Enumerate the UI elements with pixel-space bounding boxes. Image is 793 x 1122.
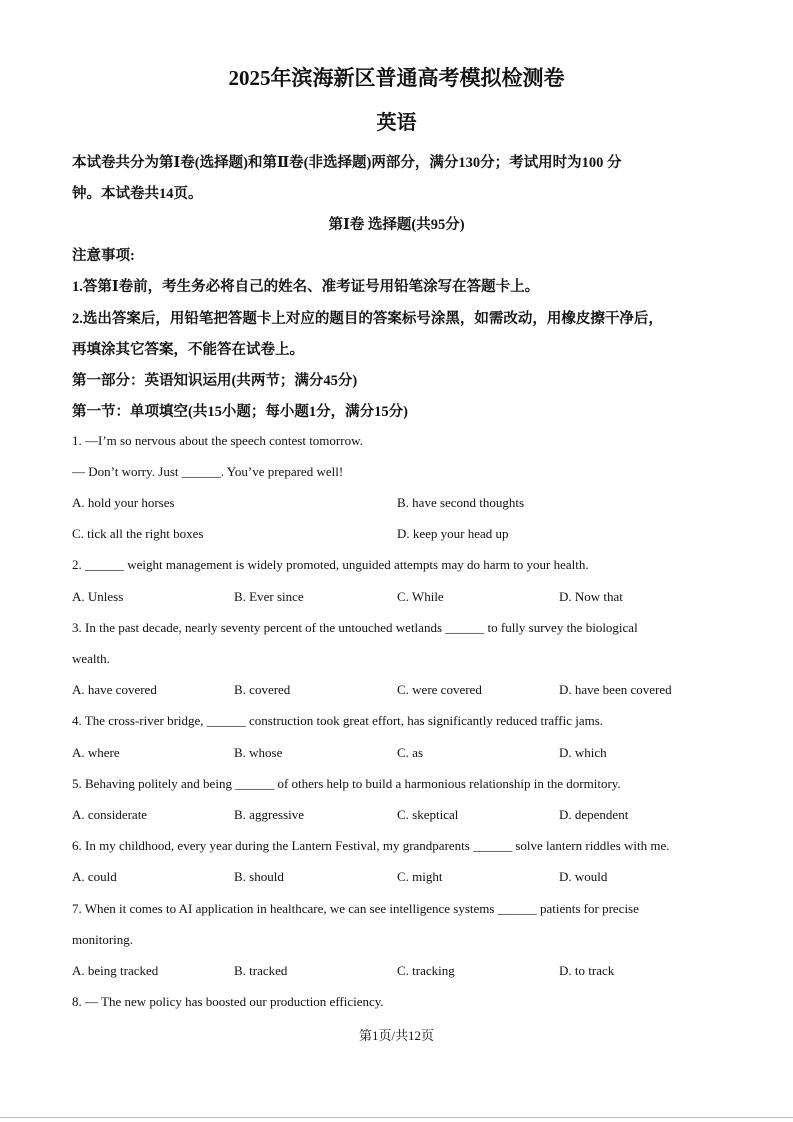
q7-option-d: D. to track — [559, 963, 615, 978]
sec1-heading: 第一节：单项填空(共15小题；每小题1分，满分15分) — [72, 404, 408, 420]
question-5: 5. Behaving politely and being ______ of others help to build a harmonious relationship in the dormitory. — [72, 776, 621, 791]
q6-option-d: D. would — [559, 869, 608, 884]
question-7-line-2: monitoring. — [72, 932, 134, 947]
q6-option-a: A. could — [72, 869, 117, 884]
notes-heading: 注意事项: — [72, 248, 135, 264]
q1-option-d: D. keep your head up — [397, 526, 509, 541]
q5-option-b: B. aggressive — [234, 807, 305, 822]
note-2a: 2.选出答案后，用铅笔把答题卡上对应的题目的答案标号涂黑，如需改动，用橡皮擦干净后， — [72, 311, 663, 327]
q3-option-d: D. have been covered — [559, 682, 672, 697]
question-3-line-2: wealth. — [72, 651, 110, 666]
q7-option-c: C. tracking — [397, 963, 455, 978]
part1-heading: 第一部分：英语知识运用(共两节；满分45分) — [72, 373, 358, 389]
q5-option-c: C. skeptical — [397, 807, 459, 822]
q3-option-a: A. have covered — [72, 682, 157, 697]
q2-option-a: A. Unless — [72, 589, 124, 604]
q7-option-b: B. tracked — [234, 963, 288, 978]
intro-line-2: 钟。本试卷共14页。 — [72, 186, 203, 202]
q4-option-b: B. whose — [234, 745, 283, 760]
question-1-line-2: — Don’t worry. Just ______. You’ve prepared well! — [72, 464, 344, 479]
page-footer: 第1页/共12页 — [358, 1028, 435, 1043]
q1-option-a: A. hold your horses — [72, 495, 175, 510]
q1-option-b: B. have second thoughts — [397, 495, 525, 510]
note-2b: 再填涂其它答案，不能答在试卷上。 — [72, 342, 304, 358]
q5-option-a: A. considerate — [72, 807, 148, 822]
q6-option-c: C. might — [397, 869, 443, 884]
q4-option-a: A. where — [72, 745, 120, 760]
question-4: 4. The cross-river bridge, ______ construction took great effort, has significantly reduced traffic jams. — [72, 713, 604, 728]
q3-option-c: C. were covered — [397, 682, 482, 697]
q4-option-c: C. as — [397, 745, 423, 760]
bottom-divider — [0, 1117, 793, 1118]
question-3-line-1: 3. In the past decade, nearly seventy percent of the untouched wetlands ______ to fully survey the biological — [72, 620, 638, 635]
question-1-line-1: 1. —I’m so nervous about the speech contest tomorrow. — [72, 433, 363, 448]
q4-option-d: D. which — [559, 745, 607, 760]
note-1: 1.答第Ⅰ卷前，考生务必将自己的姓名、准考证号用铅笔涂写在答题卡上。 — [72, 279, 540, 295]
exam-title: 2025年滨海新区普通高考模拟检测卷 — [228, 66, 565, 90]
q7-option-a: A. being tracked — [72, 963, 159, 978]
question-2: 2. ______ weight management is widely promoted, unguided attempts may do harm to your health. — [72, 557, 589, 572]
question-7-line-1: 7. When it comes to AI application in healthcare, we can see intelligence systems ______ patients for precise — [72, 901, 639, 916]
section-title: 第Ⅰ卷 选择题(共95分) — [328, 217, 465, 233]
subject-title: 英语 — [376, 112, 417, 134]
question-6: 6. In my childhood, every year during the Lantern Festival, my grandparents ______ solve lantern riddles with me. — [72, 838, 670, 853]
q1-option-c: C. tick all the right boxes — [72, 526, 204, 541]
q2-option-b: B. Ever since — [234, 589, 304, 604]
question-8: 8. — The new policy has boosted our production efficiency. — [72, 994, 384, 1009]
q2-option-c: C. While — [397, 589, 444, 604]
q3-option-b: B. covered — [234, 682, 291, 697]
q6-option-b: B. should — [234, 869, 284, 884]
q2-option-d: D. Now that — [559, 589, 623, 604]
q5-option-d: D. dependent — [559, 807, 629, 822]
intro-line-1: 本试卷共分为第Ⅰ卷(选择题)和第Ⅱ卷(非选择题)两部分，满分130分；考试用时为100 分 — [72, 155, 622, 171]
